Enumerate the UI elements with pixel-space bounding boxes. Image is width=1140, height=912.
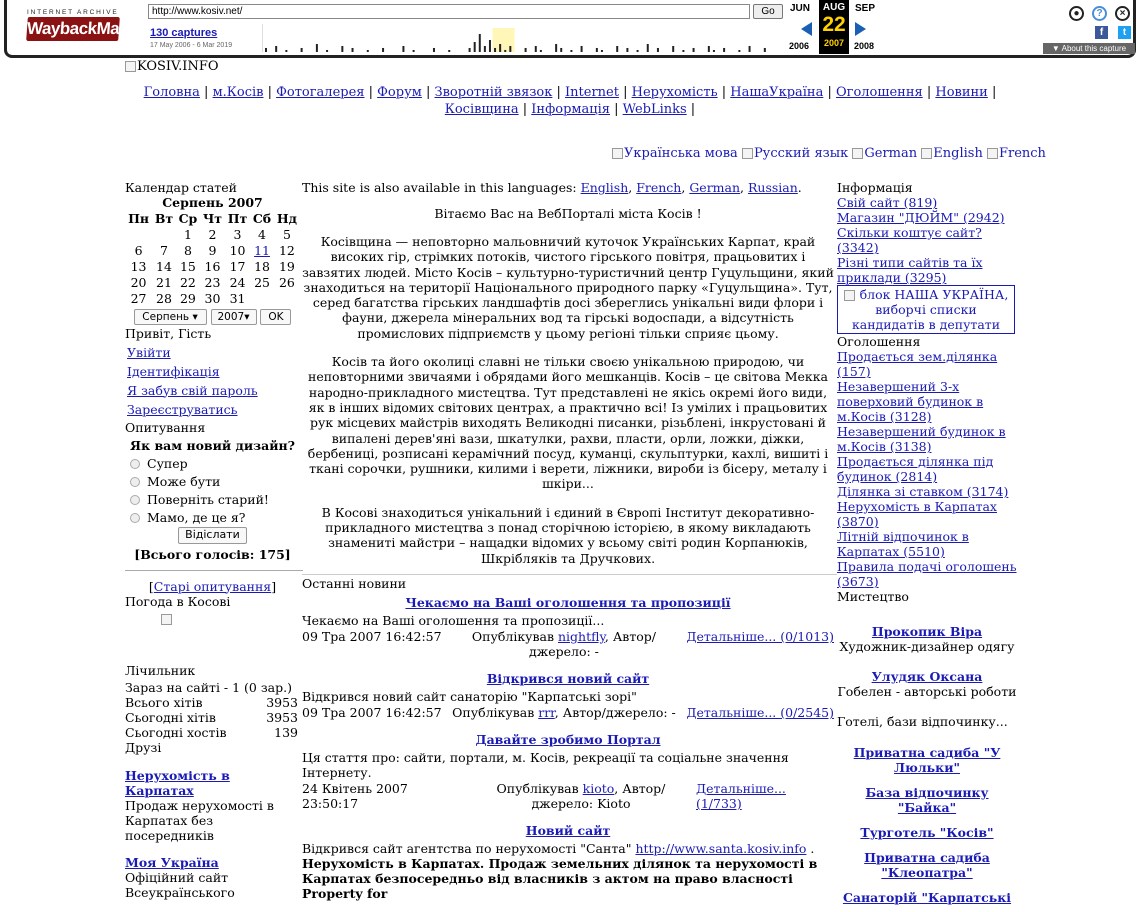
news-author-line: Опублікував rrr, Автор/джерело: - [452, 704, 676, 720]
capture-bar[interactable] [509, 46, 511, 52]
capture-bar[interactable] [616, 46, 618, 52]
current-year: 2007 [823, 38, 845, 48]
old-polls-link[interactable]: Старі опитування [153, 578, 272, 594]
hotel-link[interactable]: База відпочинку "Байка" [865, 785, 989, 815]
language-label: French [998, 146, 1046, 161]
hotel-item [837, 825, 1017, 840]
ad-link[interactable]: Правила подачі оголошень (3673) [837, 559, 1017, 589]
capture-bar[interactable] [413, 50, 415, 52]
calendar-day [250, 290, 274, 306]
calendar-day: 26 [278, 274, 295, 290]
nasha-ukraina-banner[interactable] [837, 285, 1015, 334]
main-navigation: Головна | м.Косів | Фотогалерея | Форум | Зворотній звязок | Internet | Нерухомість | НашаУкраїна | Оголошення | Новини | Косівщина | Інформація | WebLinks | [143, 85, 997, 117]
wayback-go-button[interactable]: Go [753, 4, 783, 19]
friend-description: Продаж нерухомості в Карпатах без посередників [125, 797, 274, 843]
calendar-day: 14 [156, 258, 172, 274]
month-select[interactable]: Серпень ▾ [134, 309, 207, 325]
twitter-icon[interactable]: t [1118, 26, 1131, 39]
language-link[interactable]: Russian [747, 180, 798, 195]
capture-bar[interactable] [555, 44, 557, 52]
language-link[interactable]: English [580, 180, 629, 195]
available-languages: This site is also available in this languages: English, French, German, Russian. [302, 180, 802, 195]
friends-list [125, 768, 300, 900]
calendar-day: 8 [183, 242, 192, 258]
calendar-controls [125, 308, 300, 325]
calendar-day: 9 [208, 242, 217, 258]
wayback-url-input[interactable]: http://www.kosiv.net/ [148, 4, 750, 19]
calendar-day: 27 [130, 290, 147, 306]
nav-link[interactable]: Оголошення [836, 85, 923, 100]
artist-item [837, 624, 1017, 639]
news-item [302, 823, 834, 901]
about-capture-button[interactable]: ▼ About this capture [1043, 43, 1135, 54]
capture-bar[interactable] [448, 50, 450, 52]
artist-item [837, 669, 1017, 684]
news-author-line: Опублікував kioto, Автор/джерело: Kioto [496, 780, 666, 811]
capture-bar[interactable] [601, 50, 603, 52]
calendar-weekday: Чт [202, 210, 223, 226]
counter-value: 3953 [266, 694, 298, 710]
news-title-link[interactable]: Чекаємо на Ваші оголошення та пропозиції [405, 594, 731, 610]
calendar-day: 13 [130, 258, 147, 274]
calendar-day: 28 [156, 290, 172, 306]
info-link[interactable]: Скільки коштує сайт? (3342) [837, 225, 982, 255]
calendar-day [125, 226, 152, 242]
news-item [302, 732, 834, 811]
news-more-link[interactable]: Детальніше... (1/733) [695, 780, 786, 811]
hotels-heading: Готелі, бази відпочинку... [837, 714, 1008, 729]
calendar-weekday: Сб [252, 210, 272, 226]
nav-link[interactable]: Форум [377, 85, 422, 100]
info-link[interactable]: Магазин "ДЮЙМ" (2942) [837, 210, 1005, 225]
next-month[interactable]: SEP [855, 3, 876, 14]
flag-icon [921, 148, 932, 159]
hotel-link[interactable]: Приватна садиба "Клеопатра" [864, 850, 990, 880]
poll-option-label: Може бути [147, 473, 221, 489]
artist-description: Гобелен - авторські роботи [837, 684, 1017, 699]
captures-range: 17 May 2006 - 6 Mar 2019 [150, 42, 233, 49]
news-list [302, 595, 834, 901]
news-heading: Останні новини [302, 574, 837, 591]
current-capture-date [819, 0, 849, 54]
calendar-day: 16 [204, 258, 221, 274]
weather-image-icon [161, 614, 172, 625]
poll-option-label: Мамо, де це я? [147, 509, 246, 525]
flag-icon [987, 148, 998, 159]
account-icon[interactable]: ● [1069, 6, 1084, 21]
capture-bar[interactable] [469, 48, 471, 52]
calendar-weekday: Ср [178, 210, 198, 226]
calendar-day [274, 290, 300, 306]
capture-bar[interactable] [352, 48, 354, 52]
facebook-icon[interactable]: f [1095, 26, 1108, 39]
language-option[interactable] [742, 146, 848, 161]
divider [125, 570, 303, 571]
counter-row [125, 710, 298, 725]
calendar-day: 3 [233, 226, 242, 242]
ad-link[interactable]: Незавершений 3-х поверховий будинок в м.Косів (3128) [837, 379, 984, 424]
intro-paragraph-1: Косівщина — неповторно мальовничий куточок Українських Карпат, край високих гір, стрімких потоків, чистого гірського повітря, працьовитих і завзятих людей. Місто Косів – культурно-туристичний центр Гуцульщини, який знаходиться на території Національного природного парку «Гуцульщина». Тут, серед багатства гірських ландшафтів досі збереглись унікальні види флори і фауни, джерела мінеральних вод та гірські водоспади, а відсутність промислових підприємств у цьому регіоні тільки сприяє цьому. [302, 234, 834, 341]
intro-paragraph-2: Косів та його околиці славні не тільки своєю унікальною природою, чи неповторними звичаями і обрядами його мешканців. Косів – це світова Мекка народно-прикладного мистецтва. Тут представлені не якісь окремі його види, як в інших відомих світових центрах, а практично всі! Із умілих і працьовитих рук місцевих майстрів виходять Великодні писанки, різьблені, інкрустовані й випалені дерев'яні вази, шкатулки, рахви, пласти, орли, ложки, діжки, бербениці, розписані керамічний посуд, куманці, скульптурки, кахлі, вишиті і ткані сорочки, рушники, килими і верети, ліжники, вироби із бісеру, металу і шкіри... [307, 354, 829, 492]
month-select-value: Серпень [142, 310, 190, 323]
next-capture-arrow-icon[interactable] [855, 22, 866, 36]
capture-bar[interactable] [341, 46, 343, 52]
capture-bar[interactable] [285, 50, 287, 52]
counter-value: 3953 [266, 709, 298, 725]
help-icon[interactable]: ? [1092, 6, 1107, 21]
capture-bar[interactable] [749, 46, 751, 52]
art-list [837, 624, 1017, 905]
calendar-day: 25 [254, 274, 270, 290]
prev-month[interactable]: JUN [790, 3, 811, 14]
poll-option[interactable] [130, 474, 300, 489]
capture-bar[interactable] [540, 50, 542, 52]
intro-paragraph-3: В Косові знаходиться унікальний і єдиний в Європі Інститут декоративно-прикладного мистецтва з понад сторічною історією, в якому викладають знамениті майстри – нащадки відомих у всьому світі родин Корпанюків, Шкрібляків та Дручкових. [321, 504, 815, 566]
ad-link[interactable]: Ділянка зі ставком (3174) [837, 484, 1009, 499]
capture-bar[interactable] [474, 42, 476, 52]
artist-link[interactable]: Прокопик Віра [871, 624, 983, 639]
capture-bar[interactable] [265, 48, 267, 52]
prev-year[interactable]: 2006 [789, 41, 810, 51]
ad-link[interactable]: Літній відпочинок в Карпатах (5510) [837, 529, 969, 559]
calendar-weekday: Нд [276, 210, 297, 226]
news-author-line: Опублікував nightfly, Автор/джерело: - [471, 628, 656, 659]
radio-button[interactable] [130, 495, 140, 505]
calendar-day: 10 [229, 242, 246, 258]
left-column: Календар статей Серпень 2007 Пн Вт Ср Чт Пт Сб Нд 1 2 3 4 5 6 7 8 9 10 11 12 13 14 15 16 17 18 19 20 21 22 23 24 25 26 27 28 29 30 31 Серпень ▾ 2007▾ OK Привіт, Гість Увійти Ідентифікація Я забув свій пароль Зареєструватись Опитування Як вам новий дизайн? Супер Може бути Поверніть старий! Мамо, де це я? Відіслати [Всього голосів: 175] [Старі опитування] Погода в Косові Лічильник Зараз на сайті - 1 (0 зар.) Всього хітів 3953 Сьогодні хітів 3953 Сьогодні хостів 139 Друзі Нерухомість в Карпатах Продаж нерухомості в Карпатах без посередників Моя Україна Офіційний сайт Всеукраїнського [125, 180, 300, 900]
right-column [837, 180, 1017, 905]
calendar-weekday: Вт [154, 210, 174, 226]
news-date: 09 Тра 2007 16:42:57 [302, 628, 442, 644]
capture-bar[interactable] [301, 48, 303, 52]
calendar-day: 21 [156, 274, 172, 290]
calendar-ok-button[interactable]: OK [260, 309, 291, 325]
capture-bar[interactable] [693, 48, 695, 52]
radio-button[interactable] [130, 477, 140, 487]
counter-row [125, 695, 298, 710]
calendar-day: 1 [183, 226, 192, 242]
capture-bar[interactable] [708, 46, 710, 52]
calendar-day: 7 [160, 242, 168, 258]
news-title-row [302, 595, 834, 610]
capture-bar[interactable] [525, 48, 527, 52]
capture-bar[interactable] [570, 50, 572, 52]
hotel-item [837, 745, 1017, 775]
nav-link[interactable]: Internet [565, 85, 619, 100]
poll-option-label: Поверніть старий! [147, 491, 269, 507]
hotel-item [837, 785, 1017, 815]
calendar-day: 17 [229, 258, 246, 274]
language-link[interactable]: French [636, 180, 682, 195]
capture-bar[interactable] [316, 44, 318, 52]
calendar-day: 30 [204, 290, 221, 306]
capture-bar[interactable] [672, 46, 674, 52]
capture-bar[interactable] [596, 48, 598, 52]
calendar-day: 15 [179, 258, 196, 274]
language-link[interactable]: German [689, 180, 741, 195]
counter-label: Сьогодні хостів [125, 724, 227, 740]
news-title-row [302, 671, 834, 686]
news-title-row [302, 823, 834, 838]
language-option[interactable] [987, 146, 1046, 161]
news-date: 24 Квітень 2007 23:50:17 [302, 780, 408, 811]
available-languages-label: This site is also available in this languages: [302, 180, 581, 195]
flag-icon [742, 148, 753, 159]
news-title-link[interactable]: Новий сайт [525, 822, 611, 838]
capture-bar[interactable] [494, 48, 496, 52]
nav-link[interactable]: Інформація [531, 102, 610, 117]
capture-bar[interactable] [581, 46, 583, 52]
artist-link[interactable]: Улудяк Оксана [871, 669, 983, 684]
login-link[interactable]: Я забув свій пароль [127, 382, 258, 398]
capture-bar[interactable] [647, 44, 649, 52]
calendar-day: 24 [229, 274, 246, 290]
language-selector [612, 146, 1046, 161]
prev-capture-arrow-icon[interactable] [801, 22, 812, 36]
current-month: AUG [822, 2, 846, 13]
counter-heading: Лічильник [125, 662, 196, 678]
calendar-heading: Календар статей [125, 180, 237, 195]
capture-bar[interactable] [367, 50, 369, 52]
news-author-link[interactable]: rrr [538, 704, 555, 720]
nav-link[interactable]: НашаУкраїна [730, 85, 824, 100]
hotel-link[interactable]: Санаторій "Карпатські [842, 890, 1012, 905]
counter-label: Сьогодні хітів [125, 709, 216, 725]
capture-bar[interactable] [560, 48, 562, 52]
nav-link[interactable]: Новини [935, 85, 988, 100]
nav-link[interactable]: Нерухомість [631, 85, 718, 100]
language-option[interactable] [612, 146, 738, 161]
language-option[interactable] [921, 146, 983, 161]
capture-bar[interactable] [489, 40, 491, 52]
news-title-link[interactable]: Давайте зробимо Портал [475, 731, 661, 747]
artist-description: Художник-дизайнер одягу [839, 639, 1015, 654]
flag-icon [612, 148, 623, 159]
site-logo[interactable] [125, 59, 219, 74]
banner-image-icon [844, 290, 855, 301]
capture-bar[interactable] [764, 48, 766, 52]
calendar-day: 6 [134, 242, 143, 258]
calendar-day: 29 [179, 290, 196, 306]
art-heading: Мистецтво [837, 589, 909, 604]
nav-link[interactable]: Фотогалерея [276, 85, 365, 100]
next-year[interactable]: 2008 [854, 41, 875, 51]
news-summary: Чекаємо на Ваші оголошення та пропозиції... [302, 612, 605, 628]
capture-bar[interactable] [723, 48, 725, 52]
year-select-value: 2007 [217, 310, 245, 323]
info-link[interactable]: Свій сайт (819) [837, 195, 938, 210]
welcome-text: Вітаємо Вас на ВебПорталі міста Косів ! [434, 206, 702, 221]
capture-bar[interactable] [433, 48, 435, 52]
calendar-title: Серпень 2007 [162, 195, 263, 210]
capture-bar[interactable] [484, 46, 486, 52]
language-label: Українська мова [624, 146, 738, 161]
info-links [837, 195, 1017, 285]
login-link[interactable]: Увійти [127, 344, 171, 360]
news-summary: Відкрився сайт агентства по нерухомості "Санта" http://www.santa.kosiv.info . [302, 840, 815, 856]
news-title-row [302, 732, 834, 747]
news-author-link[interactable]: kioto [582, 780, 615, 796]
poll-total: [Всього голосів: 175] [134, 546, 291, 562]
language-label: German [864, 146, 918, 161]
hotel-link[interactable]: Турготель "Косів" [860, 825, 994, 840]
radio-button[interactable] [130, 459, 140, 469]
poll-option[interactable] [130, 492, 300, 507]
nav-link[interactable]: WebLinks [622, 102, 687, 117]
calendar-day: 20 [130, 274, 147, 290]
counter-row [125, 725, 298, 740]
calendar-weekday: Пт [227, 210, 248, 226]
calendar-day [250, 242, 274, 258]
calendar-day: 2 [208, 226, 217, 242]
capture-bar[interactable] [504, 50, 506, 52]
flag-icon [852, 148, 863, 159]
hotel-link[interactable]: Приватна садиба "У Люльки" [853, 745, 1001, 775]
news-summary: Ця стаття про: сайти, портали, м. Косів, рекреації та соціальне значення Інтернету. [302, 749, 789, 780]
poll-option[interactable] [130, 510, 300, 525]
capture-bar[interactable] [713, 50, 715, 52]
wayback-toolbar [4, 0, 1136, 58]
login-link[interactable]: Ідентифікація [127, 363, 220, 379]
news-more-link[interactable]: Детальніше... (0/1013) [686, 628, 834, 644]
capture-bar[interactable] [657, 48, 659, 52]
hotel-item [837, 890, 1017, 905]
capture-bar[interactable] [479, 34, 481, 52]
poll-option-label: Супер [147, 455, 188, 471]
site-logo-alt: KOSIV.INFO [137, 59, 219, 74]
ads-links [837, 349, 1017, 589]
capture-bar[interactable] [682, 50, 684, 52]
capture-bar[interactable] [499, 44, 501, 52]
wayback-logo-caption: INTERNET ARCHIVE [27, 9, 119, 16]
ad-link[interactable]: Нерухомість в Карпатах (3870) [837, 499, 997, 529]
center-column [302, 180, 834, 901]
news-summary: Відкрився новий сайт санаторію "Карпатські зорі" [302, 688, 637, 704]
info-heading: Інформація [837, 180, 913, 195]
language-label: Русский язык [753, 146, 849, 161]
capture-bar[interactable] [275, 46, 277, 52]
capture-bar[interactable] [326, 50, 328, 52]
calendar-day: 18 [254, 258, 270, 274]
friends-heading: Друзі [125, 739, 162, 755]
friend-description: Офіційний сайт Всеукраїнського [125, 869, 235, 900]
current-day: 22 [822, 13, 846, 36]
counter-online: Зараз на сайті - 1 (0 зар.) [125, 679, 292, 695]
friend-link[interactable]: Нерухомість в Карпатах [125, 767, 230, 798]
news-meta [302, 781, 834, 811]
ad-link[interactable]: Продається зем.ділянка (157) [837, 349, 998, 379]
news-meta [302, 629, 834, 659]
poll-option[interactable] [130, 456, 300, 471]
calendar-day: 22 [179, 274, 196, 290]
news-author-link[interactable]: nightfly [558, 628, 605, 644]
captures-sparkline[interactable] [262, 24, 782, 52]
nav-link[interactable]: Головна [143, 85, 200, 100]
poll-options [130, 456, 300, 525]
info-link[interactable]: Різні типи сайтів та їх приклади (3295) [837, 255, 983, 285]
calendar-day: 19 [278, 258, 295, 274]
radio-button[interactable] [130, 513, 140, 523]
calendar-day-link[interactable]: 11 [254, 242, 270, 258]
poll-question: Як вам новий дизайн? [130, 437, 295, 453]
calendar-day: 23 [204, 274, 221, 290]
poll-heading: Опитування [125, 419, 206, 435]
capture-bar[interactable] [382, 48, 384, 52]
capture-bar[interactable] [535, 46, 537, 52]
language-option[interactable] [852, 146, 917, 161]
counter-label: Всього хітів [125, 694, 203, 710]
news-meta [302, 705, 834, 720]
captures-link[interactable]: 130 captures [150, 27, 218, 39]
nav-link[interactable]: Зворотній звязок [434, 85, 553, 100]
counter-value: 139 [274, 724, 298, 740]
capture-bar[interactable] [626, 48, 628, 52]
close-icon[interactable]: × [1115, 6, 1130, 21]
nav-link[interactable]: м.Косів [212, 85, 264, 100]
wayback-logo[interactable]: WaybackMachine [26, 17, 120, 41]
ads-heading: Оголошення [837, 334, 921, 349]
calendar-weekday: Пн [128, 210, 150, 226]
news-inline-link[interactable]: http://www.santa.kosiv.info [635, 840, 807, 856]
news-bold-text: Нерухомість в Карпатах. Продаж земельних ділянок та нерухомості в Карпатах безпосередньо від власників з актом на право власності Property for [302, 855, 818, 901]
capture-bar[interactable] [637, 50, 639, 52]
ad-link[interactable]: Незавершений будинок в м.Косів (3138) [837, 424, 1006, 454]
calendar-day: 4 [258, 226, 266, 242]
calendar-day: 12 [278, 242, 295, 258]
poll-submit-button[interactable]: Відіслати [178, 527, 247, 544]
login-link[interactable]: Зареєструватись [127, 401, 238, 417]
news-item [302, 671, 834, 720]
hotel-item [837, 850, 1017, 880]
login-links [125, 345, 300, 417]
counter-rows [125, 695, 300, 740]
news-date: 09 Тра 2007 16:42:57 [302, 704, 442, 720]
news-title-link[interactable]: Відкрився новий сайт [486, 670, 650, 686]
calendar-day: 5 [282, 226, 291, 242]
weather-heading: Погода в Косові [125, 593, 231, 609]
nav-link[interactable]: Косівщина [444, 102, 519, 117]
calendar-day [152, 226, 176, 242]
news-item [302, 595, 834, 659]
calendar-day: 31 [229, 290, 246, 306]
news-more-link[interactable]: Детальніше... (0/2545) [686, 704, 834, 720]
capture-bar[interactable] [738, 50, 740, 52]
year-select[interactable]: 2007▾ [211, 309, 257, 325]
friend-link[interactable]: Моя Україна [125, 854, 219, 870]
broken-image-icon [125, 61, 136, 72]
login-greeting: Привіт, Гість [125, 325, 212, 341]
banner-alt: блок НАША УКРАЇНА, виборчі списки кандидатів в депутати [851, 287, 1009, 332]
calendar [125, 210, 300, 306]
capture-bar[interactable] [402, 46, 404, 52]
ad-link[interactable]: Продається ділянка під будинок (2814) [837, 454, 994, 484]
language-label: English [933, 146, 983, 161]
